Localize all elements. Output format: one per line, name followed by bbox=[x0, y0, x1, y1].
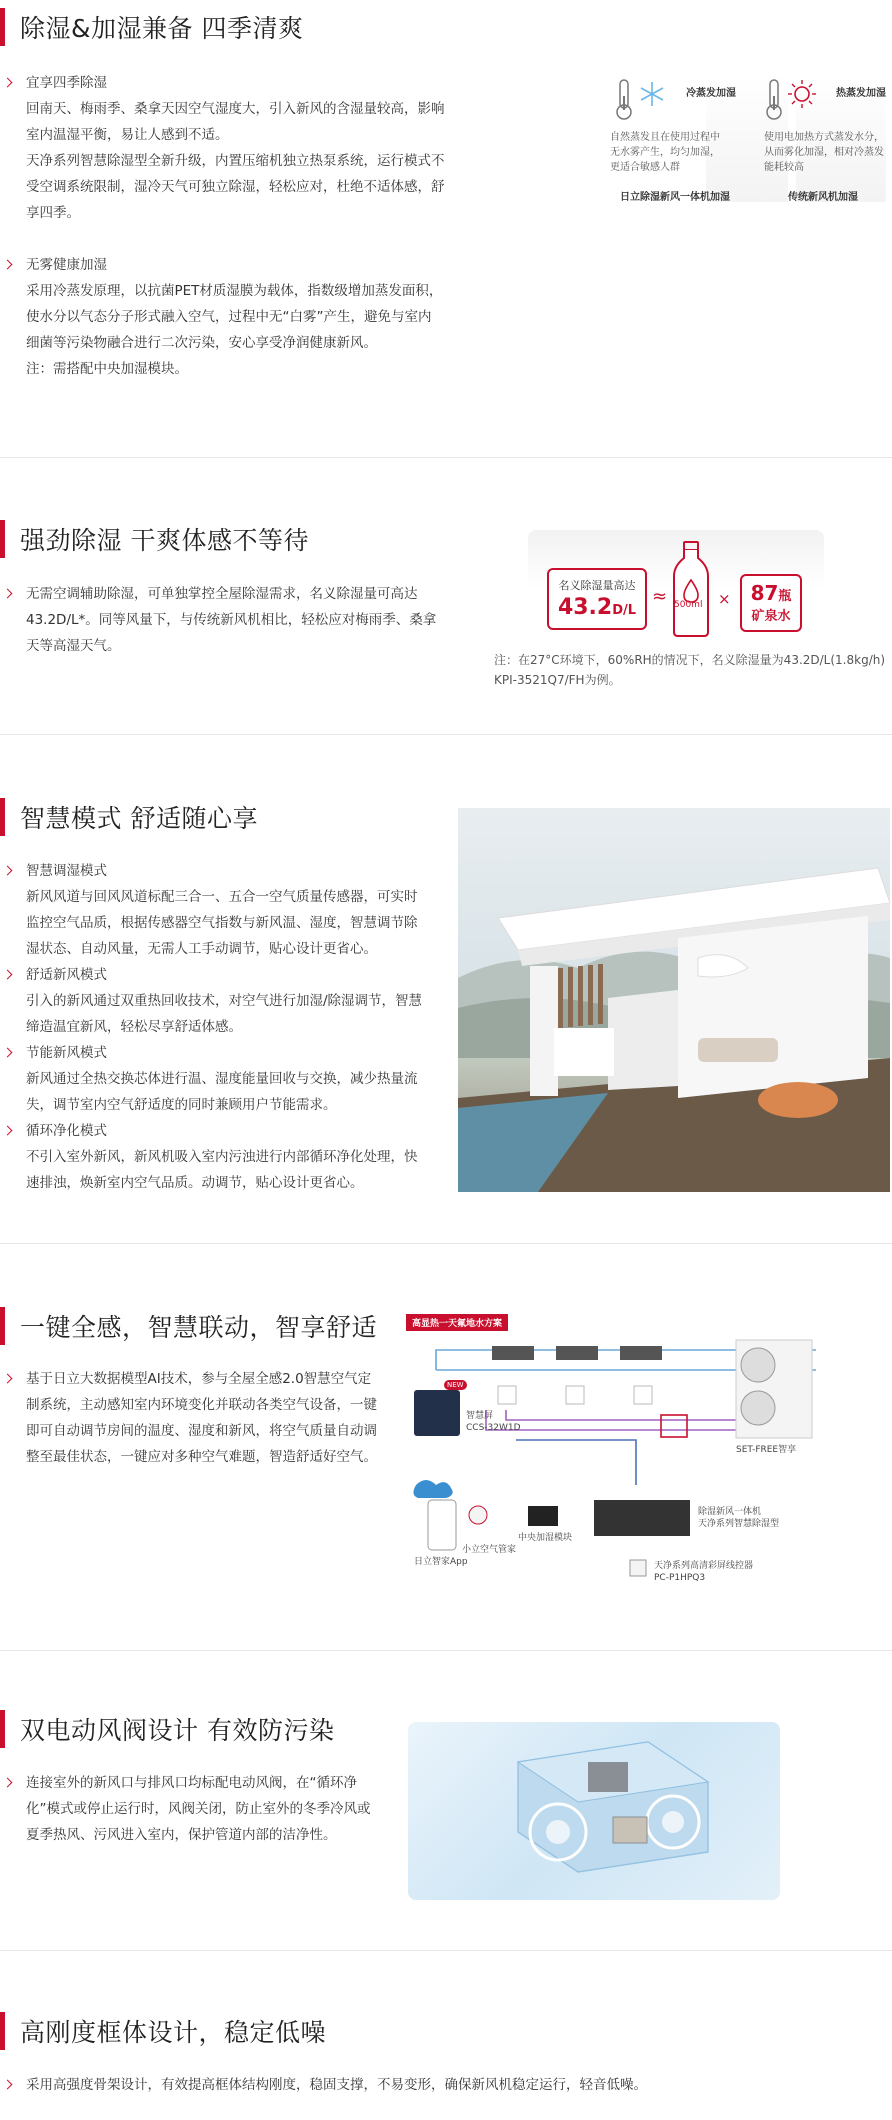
hot-evap-label: 热蒸发加湿 bbox=[836, 88, 886, 99]
section2-title: 强劲除湿 干爽体感不等待 bbox=[20, 526, 309, 555]
note-line: 注：在27°C环境下，60%RH的情况下，名义除湿量为43.2D/L(1.8kg/h) bbox=[494, 653, 886, 667]
para-line: 夏季热风、污风进入室内，保护管道内部的洁净性。 bbox=[26, 1827, 337, 1843]
note-line: KPI-3521Q7/FH为例。 bbox=[494, 673, 621, 687]
desc-line: 自然蒸发且在使用过程中 bbox=[610, 132, 720, 143]
para-line: 天净系列智慧除湿型全新升级，内置压缩机独立热泵系统，运行模式不 bbox=[26, 153, 445, 169]
chevron-right-icon bbox=[3, 1778, 13, 1788]
section2-text bbox=[26, 581, 436, 659]
chevron-right-icon bbox=[3, 589, 13, 599]
section-divider bbox=[0, 1243, 892, 1244]
label-line: 天净系列智慧除湿型 bbox=[698, 1519, 780, 1529]
desc-line: 从而雾化加湿，相对冷蒸发 bbox=[764, 147, 884, 158]
chevron-right-icon bbox=[3, 1374, 13, 1384]
mode-heading bbox=[26, 1118, 422, 1144]
fresh-air-unit-label bbox=[698, 1506, 779, 1530]
label-line: 天净系列高清彩屏线控器 bbox=[654, 1561, 754, 1571]
cold-evap-desc bbox=[610, 130, 720, 175]
humidify-compare-graphic bbox=[598, 66, 888, 206]
section6-text bbox=[26, 2072, 647, 2098]
mode-heading bbox=[26, 1040, 422, 1066]
new-badge: NEW bbox=[444, 1380, 467, 1390]
para-line: 速排浊，焕新室内空气品质。动调节，贴心设计更省心。 bbox=[26, 1175, 364, 1191]
hot-evap-footer: 传统新风机加湿 bbox=[788, 192, 858, 203]
title-accent-bar bbox=[0, 798, 5, 836]
chevron-right-icon bbox=[3, 78, 13, 88]
para-line: 受空调系统限制，湿冷天气可独立除湿，轻松应对，杜绝不适体感，舒 bbox=[26, 179, 445, 195]
capacity-value: 43.2 bbox=[557, 595, 613, 620]
section5-text bbox=[26, 1770, 371, 1848]
section1-title-row bbox=[0, 8, 303, 46]
para-line: 整至最佳状态，一键应对多种空气难题，智造舒适好空气。 bbox=[26, 1449, 377, 1465]
chevron-right-icon bbox=[3, 1126, 13, 1136]
section4-text bbox=[26, 1366, 377, 1470]
pavilion-photo bbox=[458, 808, 890, 1192]
section-divider bbox=[0, 457, 892, 458]
section1-text bbox=[26, 70, 445, 382]
section3-title-row bbox=[0, 798, 258, 836]
chevron-right-icon bbox=[3, 2080, 13, 2090]
bottle-volume: 500ml bbox=[674, 600, 703, 610]
section1-title: 除湿&加湿兼备 四季清爽 bbox=[20, 14, 304, 43]
outdoor-unit-label: SET-FREE智享 bbox=[736, 1445, 797, 1455]
para-line: 连接室外的新风口与排风口均标配电动风阀，在“循环净 bbox=[26, 1775, 357, 1791]
para-line: 制系统，主动感知室内环境变化并联动各类空气设备，一键 bbox=[26, 1397, 377, 1413]
air-butler-label: 小立空气管家 bbox=[462, 1545, 517, 1555]
para-line: 基于日立大数据模型AI技术，参与全屋全感2.0智慧空气定 bbox=[26, 1371, 372, 1387]
cold-evap-label: 冷蒸发加湿 bbox=[686, 88, 736, 99]
chevron-right-icon bbox=[3, 866, 13, 876]
times-sign: × bbox=[718, 590, 731, 608]
para-line: 缔造温宜新风，轻松尽享舒适体感。 bbox=[26, 1019, 242, 1035]
smart-screen-label bbox=[466, 1410, 521, 1434]
chevron-right-icon bbox=[3, 1048, 13, 1058]
label-line: 除湿新风一体机 bbox=[698, 1507, 762, 1517]
humidifier-module-label: 中央加湿模块 bbox=[518, 1533, 573, 1543]
damper-unit-render bbox=[408, 1722, 780, 1900]
chevron-right-icon bbox=[3, 260, 13, 270]
section5-title-row bbox=[0, 1710, 334, 1748]
para-line: 不引入室外新风，新风机吸入室内污浊进行内部循环净化处理，快 bbox=[26, 1149, 418, 1165]
title-accent-bar bbox=[0, 8, 5, 46]
section3-title: 智慧模式 舒适随心享 bbox=[20, 804, 258, 833]
mode-heading bbox=[26, 962, 422, 988]
desc-line: 更适合敏感人群 bbox=[610, 162, 680, 173]
section6-title: 高刚度框体设计，稳定低噪 bbox=[20, 2018, 327, 2047]
title-accent-bar bbox=[0, 2012, 5, 2050]
section4-title-row bbox=[0, 1307, 377, 1345]
approx-sign: ≈ bbox=[652, 586, 668, 607]
bottle-count-unit: 瓶 bbox=[778, 589, 792, 604]
subheading-mistless-humid bbox=[26, 252, 445, 278]
section5-title: 双电动风阀设计 有效防污染 bbox=[20, 1716, 335, 1745]
dehumid-capacity-box bbox=[547, 568, 647, 630]
para-line: 室内温湿平衡，易让人感到不适。 bbox=[26, 127, 229, 143]
mode-label: 智慧调湿模式 bbox=[26, 863, 107, 879]
para-line: 无需空调辅助除湿，可单独掌控全屋除湿需求，名义除湿量可高达 bbox=[26, 586, 418, 602]
section-divider bbox=[0, 1650, 892, 1651]
section2-title-row bbox=[0, 520, 309, 558]
para-line: 采用冷蒸发原理，以抗菌PET材质湿膜为载体，指数级增加蒸发面积， bbox=[26, 283, 443, 299]
desc-line: 使用电加热方式蒸发水分， bbox=[764, 132, 884, 143]
label-line: PC-P1HPQ3 bbox=[654, 1573, 706, 1583]
mode-label: 循环净化模式 bbox=[26, 1123, 107, 1139]
app-label: 日立智家App bbox=[414, 1557, 468, 1567]
para-line: 即可自动调节房间的温度、湿度和新风，将空气质量自动调 bbox=[26, 1423, 377, 1439]
water-bottle-icon bbox=[670, 540, 712, 638]
thermometer-snow-icon bbox=[602, 76, 682, 126]
diagram-banner: 高显热一天氟地水方案 bbox=[406, 1314, 508, 1331]
mode-heading bbox=[26, 858, 422, 884]
chevron-right-icon bbox=[3, 970, 13, 980]
para-line: 新风通过全热交换芯体进行温、湿度能量回收与交换，减少热量流 bbox=[26, 1071, 418, 1087]
para-line: 注：需搭配中央加湿模块。 bbox=[26, 361, 188, 377]
section-divider bbox=[0, 734, 892, 735]
label-line: 智慧屏 bbox=[466, 1411, 494, 1421]
para-line: 湿状态、自动风量，无需人工手动调节，贴心设计更省心。 bbox=[26, 941, 377, 957]
para-line: 43.2D/L*。同等风量下，与传统新风机相比，轻松应对梅雨季、桑拿 bbox=[26, 612, 437, 628]
bottle-count-label: 矿泉水 bbox=[751, 609, 791, 624]
cold-evap-footer: 日立除湿新风一体机加湿 bbox=[620, 192, 730, 203]
para-line: 使水分以气态分子形式融入空气，过程中无“白雾”产生，避免与室内 bbox=[26, 309, 432, 325]
capacity-label: 名义除湿量高达 bbox=[558, 579, 636, 592]
desc-line: 无水雾产生，均匀加湿， bbox=[610, 147, 720, 158]
subheading-label: 宜享四季除湿 bbox=[26, 75, 107, 91]
title-accent-bar bbox=[0, 1710, 5, 1748]
mode-label: 舒适新风模式 bbox=[26, 967, 107, 983]
para-line: 享四季。 bbox=[26, 205, 80, 221]
subheading-four-season-dehumid bbox=[26, 70, 445, 96]
section6-title-row bbox=[0, 2012, 326, 2050]
section4-title: 一键全感，智慧联动，智享舒适 bbox=[20, 1313, 378, 1342]
bottle-count-box bbox=[740, 574, 802, 632]
system-diagram bbox=[406, 1310, 818, 1600]
title-accent-bar bbox=[0, 1307, 5, 1345]
para-line: 失，调节室内空气舒适度的同时兼顾用户节能需求。 bbox=[26, 1097, 337, 1113]
para-line: 采用高强度骨架设计，有效提高框体结构刚度，稳固支撑，不易变形，确保新风机稳定运行，轻音低噪。 bbox=[26, 2077, 647, 2093]
subheading-label: 无雾健康加湿 bbox=[26, 257, 107, 273]
para-line: 引入的新风通过双重热回收技术，对空气进行加湿/除湿调节，智慧 bbox=[26, 993, 423, 1009]
para-line: 细菌等污染物融合进行二次污染，安心享受净润健康新风。 bbox=[26, 335, 377, 351]
para-line: 回南天、梅雨季、桑拿天因空气湿度大，引入新风的含湿量较高，影响 bbox=[26, 101, 445, 117]
thermometer-sun-icon bbox=[764, 76, 834, 126]
label-line: CCS-32W1D bbox=[466, 1423, 521, 1433]
section-divider bbox=[0, 1950, 892, 1951]
desc-line: 能耗较高 bbox=[764, 162, 804, 173]
para-line: 天等高湿天气。 bbox=[26, 638, 121, 654]
title-accent-bar bbox=[0, 520, 5, 558]
unit-cutaway bbox=[408, 1722, 780, 1900]
mode-label: 节能新风模式 bbox=[26, 1045, 107, 1061]
pavilion-scene bbox=[458, 808, 890, 1192]
bottle-count-value: 87 bbox=[750, 581, 779, 605]
dehumid-note bbox=[494, 650, 885, 690]
capacity-unit: D/L bbox=[612, 603, 637, 618]
para-line: 监控空气品质，根据传感器空气指数与新风温、湿度，智慧调节除 bbox=[26, 915, 418, 931]
wired-controller-label bbox=[654, 1560, 753, 1584]
hot-evap-desc bbox=[764, 130, 884, 175]
para-line: 化”模式或停止运行时，风阀关闭，防止室外的冬季冷风或 bbox=[26, 1801, 371, 1817]
section3-text bbox=[26, 858, 422, 1196]
para-line: 新风风道与回风风道标配三合一、五合一空气质量传感器，可实时 bbox=[26, 889, 418, 905]
